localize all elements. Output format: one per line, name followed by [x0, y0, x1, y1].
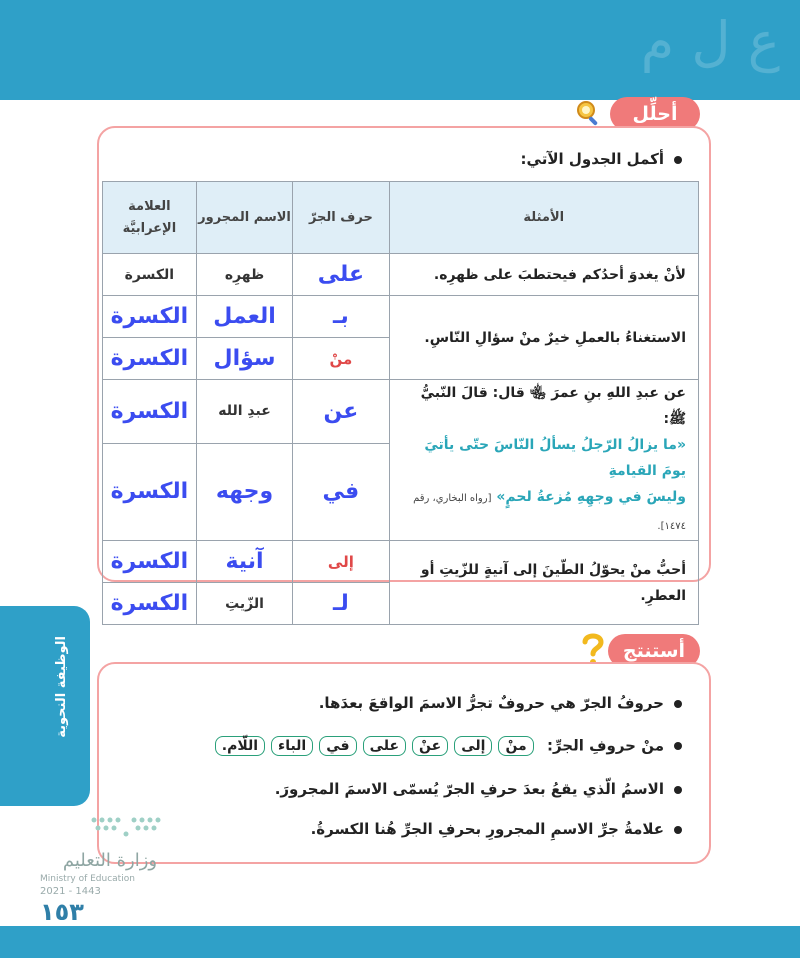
- side-tab-label: الوظيفة النحوية: [54, 636, 69, 738]
- instruction-line: [521, 150, 682, 168]
- preposition-cell: بـ: [293, 296, 389, 338]
- section-analyze-title: أحلِّل: [632, 103, 678, 125]
- bullet-icon: [674, 826, 682, 834]
- sign-cell: الكسرة: [103, 443, 197, 540]
- conclusion-2-text: منْ حروفِ الجرِّ:: [546, 736, 664, 755]
- conclusion-3-text: الاسمُ الّذي يقعُ بعدَ حرفِ الجرّ يُسمّى الاسمَ المجرورَ.: [274, 780, 664, 798]
- preposition-cell: إلى: [293, 541, 389, 583]
- example-cell: الاستغناءُ بالعملِ خيرٌ منْ سؤالِ النّاسِ.: [389, 296, 699, 380]
- noun-cell: وجهه: [196, 443, 292, 540]
- chip-ila: إلى: [454, 736, 492, 756]
- table-row: [103, 296, 699, 338]
- preposition-cell: لـ: [293, 583, 389, 625]
- page-number: ١٥٣: [40, 898, 84, 926]
- hadith-text-end: وليسَ في وجهِهِ مُزعةُ لحمٍ»: [496, 489, 686, 505]
- hadith-intro: عن عبدِ اللهِ بنِ عمرَ ﵄ قال: قالَ النّبيُّ ﷺ:: [420, 385, 686, 427]
- section-conclude-title: أستنتج: [622, 640, 686, 662]
- bullet-icon: [674, 156, 682, 164]
- preposition-cell: على: [293, 254, 389, 296]
- sign-cell: الكسرة: [103, 254, 197, 296]
- sign-cell: الكسرة: [103, 583, 197, 625]
- prepositions-table: [102, 181, 699, 625]
- noun-cell: سؤال: [196, 338, 292, 380]
- side-tab: [0, 606, 90, 806]
- hadith-text: «ما يزالُ الرّجلُ يسألُ النّاسَ حتّى يأتيَ يومَ القيامةِ: [424, 437, 686, 479]
- logo-dots-icon: [88, 812, 168, 842]
- header-preposition: حرف الجرّ: [293, 182, 389, 254]
- question-mark-icon: [576, 632, 610, 666]
- hadith-example-cell: [389, 380, 699, 541]
- preposition-cell: في: [293, 443, 389, 540]
- sign-cell: الكسرة: [103, 380, 197, 444]
- sign-cell: الكسرة: [103, 296, 197, 338]
- chip-ba: الباء: [271, 736, 313, 756]
- preposition-cell: عن: [293, 380, 389, 444]
- conclusion-4: [311, 820, 682, 838]
- preposition-cell: منْ: [293, 338, 389, 380]
- table-row: [103, 541, 699, 583]
- bullet-icon: [674, 786, 682, 794]
- bullet-icon: [674, 742, 682, 750]
- chip-an: عنْ: [412, 736, 448, 756]
- logo-year: 2021 - 1443: [40, 886, 101, 897]
- noun-cell: الزّيتِ: [196, 583, 292, 625]
- example-cell: لأنْ يغدوَ أحدُكم فيحتطبَ على ظهرِه.: [389, 254, 699, 296]
- noun-cell: آنية: [196, 541, 292, 583]
- logo-name-ar: وزارة التعليم: [62, 850, 158, 871]
- table-row: [103, 254, 699, 296]
- noun-cell: عبدِ الله: [196, 380, 292, 444]
- conclusion-1-text: حروفُ الجرّ هي حروفٌ تجرُّ الاسمَ الواقعَ بعدَها.: [318, 694, 664, 712]
- noun-cell: العمل: [196, 296, 292, 338]
- conclusion-3: [275, 780, 682, 798]
- chip-ala: على: [363, 736, 406, 756]
- header-sign: العلامة الإعرابيَّة: [103, 182, 197, 254]
- sign-cell: الكسرة: [103, 541, 197, 583]
- ministry-logo: [40, 812, 180, 902]
- sign-cell: الكسرة: [103, 338, 197, 380]
- chip-lam: اللّام.: [215, 736, 265, 756]
- top-banner: [0, 0, 800, 100]
- calligraphy-pattern: ع ل م: [640, 10, 780, 73]
- conclusion-1: [319, 694, 682, 712]
- table-row: [103, 380, 699, 444]
- bullet-icon: [674, 700, 682, 708]
- header-noun: الاسم المجرور: [196, 182, 292, 254]
- noun-cell: ظهرِه: [196, 254, 292, 296]
- header-examples: الأمثلة: [389, 182, 699, 254]
- chip-fi: في: [319, 736, 356, 756]
- magnifier-icon: [572, 96, 606, 130]
- chip-min: منْ: [498, 736, 533, 756]
- hadith-reference: [رواه البخاري، رقم ١٤٧٤].: [413, 493, 686, 532]
- preposition-chips: [215, 736, 534, 756]
- conclusion-4-text: علامةُ جرِّ الاسمِ المجرورِ بحرفِ الجرِّ هُنا الكسرةُ.: [310, 820, 664, 838]
- instruction-text: أكمل الجدول الآتي:: [520, 150, 664, 168]
- logo-name-en: Ministry of Education: [40, 874, 135, 884]
- conclusion-2: [215, 736, 682, 756]
- example-cell: أحبُّ منْ يحوّلُ الطّينَ إلى آنيةٍ للزّيتِ أو العطرِ.: [389, 541, 699, 625]
- bottom-banner: [0, 926, 800, 958]
